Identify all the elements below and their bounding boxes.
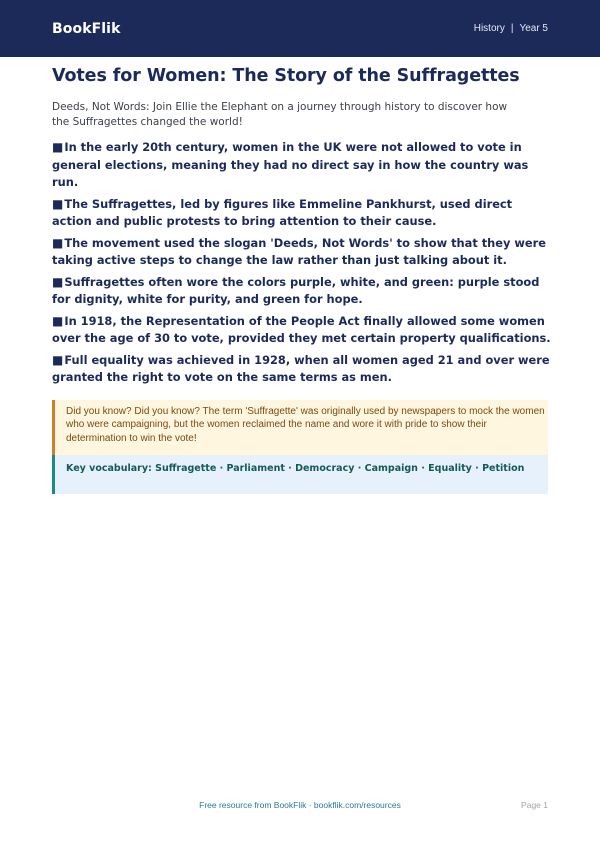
page-header xyxy=(0,0,600,57)
page-footer xyxy=(52,800,548,814)
header-meta xyxy=(474,23,548,34)
brand-logo-text[interactable]: BookFlik xyxy=(52,20,121,37)
square-bullet-icon: ■ xyxy=(52,274,64,289)
page-subtitle: Deeds, Not Words: Join Ellie the Elephant on a journey through history to discover how the Suffragettes changed the world! xyxy=(52,101,508,128)
footer-credit-link[interactable]: Free resource from BookFlik · bookflik.com/resources xyxy=(199,800,401,810)
square-bullet-icon: ■ xyxy=(52,352,64,367)
fact-text: Full equality was achieved in 1928, when all women aged 21 and over were granted the right to vote on the same terms as men. xyxy=(52,352,550,384)
fact-text: The movement used the slogan 'Deeds, Not Words' to show that they were taking active steps to change the law rather than just talking about it. xyxy=(52,235,547,267)
fact-text: Suffragettes often wore the colors purple, white, and green: purple stood for dignity, white for purity, and green for hope. xyxy=(52,274,540,306)
square-bullet-icon: ■ xyxy=(52,196,64,211)
year-label: Year 5 xyxy=(519,23,548,34)
key-vocabulary-box: Key vocabulary: Suffragette · Parliament · Democracy · Campaign · Equality · Petition xyxy=(52,455,548,494)
fact-item xyxy=(52,235,552,270)
meta-separator: | xyxy=(510,23,514,34)
square-bullet-icon: ■ xyxy=(52,313,64,328)
square-bullet-icon: ■ xyxy=(52,235,64,250)
subject-label: History xyxy=(473,23,505,34)
fact-item xyxy=(52,139,552,192)
square-bullet-icon: ■ xyxy=(52,140,64,154)
fact-text: In 1918, the Representation of the People Act finally allowed some women over the age of 30 to vote, provided they met certain property qualifications. xyxy=(52,313,551,345)
page-number: Page 1 xyxy=(521,800,548,810)
fact-item xyxy=(52,196,552,231)
document-body xyxy=(52,64,552,494)
did-you-know-callout: Did you know? Did you know? The term 'Suffragette' was originally used by newspapers to mock the women who were campaigning, but the women reclaimed the name and wore it with pride to show their determination to win the vote! xyxy=(52,400,548,456)
fact-item xyxy=(52,352,552,387)
fact-item xyxy=(52,313,552,348)
fact-item xyxy=(52,274,552,309)
page-title: Votes for Women: The Story of the Suffragettes xyxy=(52,66,520,86)
fact-text: In the early 20th century, women in the UK were not allowed to vote in general elections, meaning they had no direct say in how the country was run. xyxy=(52,140,529,189)
fact-list xyxy=(52,139,552,387)
fact-text: The Suffragettes, led by figures like Emmeline Pankhurst, used direct action and public protests to bring attention to their cause. xyxy=(52,196,513,228)
